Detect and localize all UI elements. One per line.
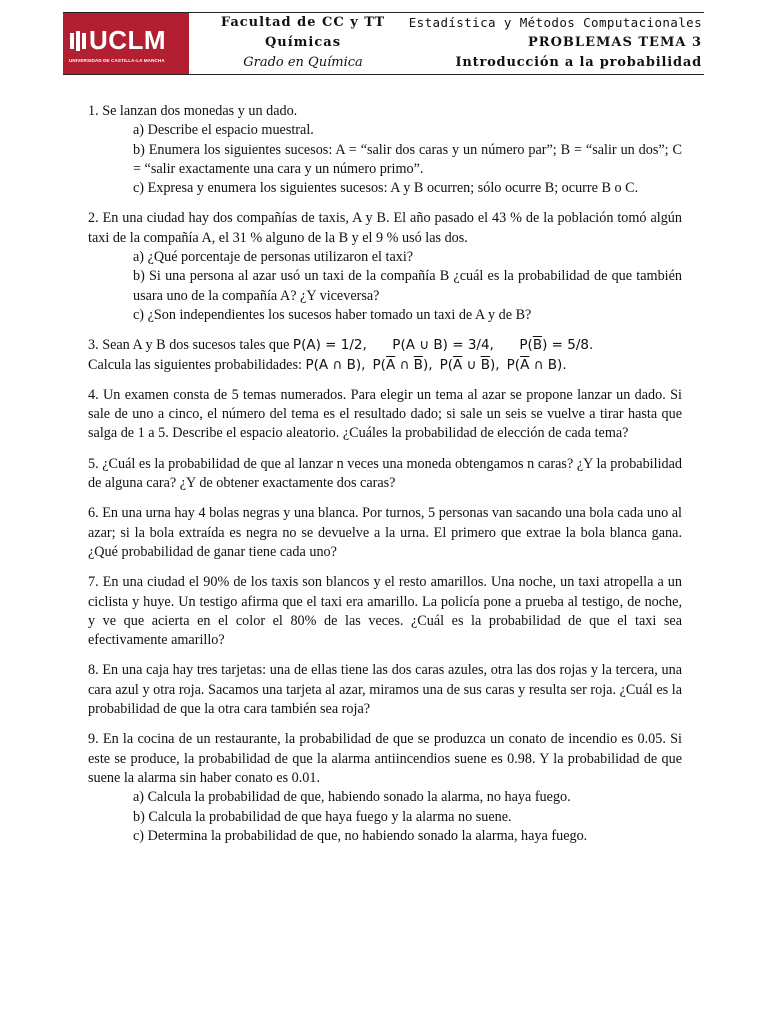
problem-2-part-b: b) Si una persona al azar usó un taxi de la compañía B ¿cuál es la probabilidad de que también usara uno de la compañía A? ¿Y viceversa?: [133, 268, 682, 304]
problem-2: [88, 209, 682, 325]
problem-7: [88, 573, 682, 650]
ask-prob-not-a-and-not-b: $P(\overline{A}$ ∩ $\overline{B}$),: [372, 356, 433, 373]
given-prob-union: P(A ∪ B) = 3/4,: [392, 337, 494, 354]
degree-name: Grado en Química: [243, 55, 363, 70]
problem-7-text: 7. En una ciudad el 90% de los taxis son blancos y el resto amarillos. Una noche, un taxi atropella a un ciclista y huye. Un testigo afirma que el taxi era amarillo. La policía pone a prueba al testigo, de noche, y ve que acierta en el color el 80% de las veces. ¿Cuál es la probabilidad de que el taxi sea efectivamente amarillo?: [88, 574, 682, 649]
problem-9-part-a: a) Calcula la probabilidad de que, habiendo sonado la alarma, no haya fuego.: [133, 789, 571, 806]
problem-5: [88, 455, 682, 494]
problem-3-ask: [88, 356, 682, 375]
page-header: [63, 12, 704, 75]
faculty-block: [203, 13, 403, 73]
problem-1-part-a: a) Describe el espacio muestral.: [133, 122, 314, 139]
problem-3-ask-label: Calcula las siguientes probabilidades:: [88, 356, 302, 373]
problem-3-given: [88, 336, 682, 355]
ask-prob-intersection: P(A ∩ B),: [305, 356, 366, 373]
course-name: Estadística y Métodos Computacionales: [408, 15, 702, 30]
uclm-logo: [63, 13, 189, 74]
ask-prob-not-a-or-not-b: $P(\overline{A}$ ∪ $\overline{B}$),: [439, 356, 500, 373]
problem-list: [88, 102, 682, 857]
problem-9: [88, 730, 682, 846]
faculty-name: Facultad de CC y TT: [220, 15, 386, 30]
problem-3-intro: 3. Sean A y B dos sucesos tales que: [88, 337, 290, 354]
problem-4-text: 4. Un examen consta de 5 temas numerados. Para elegir un tema al azar se propone lanzar un dado. Si sale de uno a cinco, el número del tema es el resultado dado; si sale un seis se vuelve a tirar hasta que salga de 1 a 5. Describe el espacio aleatorio. ¿Cuáles la probabilidad de elección de cada tema?: [88, 386, 682, 442]
problem-9-part-c: c) Determina la probabilidad de que, no habiendo sonado la alarma, haya fuego.: [133, 827, 588, 844]
logo-subtitle: UNIVERSIDAD DE CASTILLA-LA MANCHA: [69, 58, 165, 63]
problem-9-stem: 9. En la cocina de un restaurante, la probabilidad de que se produzca un conato de incendio es 0.05. Si este se produce, la probabilidad de que la alarma antiincendios suene es 0.98. Y la probabilidad de que suene la alarma sin haber conato es 0.01.: [88, 731, 682, 786]
problem-6: [88, 504, 682, 562]
problem-1: [88, 102, 682, 198]
problem-1-part-b: b) Enumera los siguientes sucesos: A = “salir dos caras y un número par”; B = “salir un dos”; C = “salir exactamente una cara y un número primo”.: [133, 141, 682, 177]
problem-9-part-b: b) Calcula la probabilidad de que haya fuego y la alarma no suene.: [133, 808, 512, 825]
problem-8-text: 8. En una caja hay tres tarjetas: una de ellas tiene las dos caras azules, otra las dos rojas y la tercera, una cara azul y otra roja. Sacamos una tarjeta al azar, miramos una de sus caras y resulta ser roja. ¿Cuál es la probabilidad de que la otra cara también sea roja?: [88, 662, 682, 718]
problem-1-part-c: c) Expresa y enumera los siguientes sucesos: A y B ocurren; sólo ocurre B; ocurre B o C.: [133, 180, 639, 197]
problem-2-part-a: a) ¿Qué porcentaje de personas utilizaron el taxi?: [133, 249, 414, 266]
course-block: [402, 13, 702, 73]
problem-2-stem: 2. En una ciudad hay dos compañías de taxis, A y B. El año pasado el 43 % de la población tomó algún taxi de la compañía A, el 31 % alguno de la B y el 9 % usó las dos.: [88, 210, 682, 246]
problem-2-part-c: c) ¿Son independientes los sucesos haber tomado un taxi de A y de B?: [133, 306, 532, 323]
problem-6-text: 6. En una urna hay 4 bolas negras y una blanca. Por turnos, 5 personas van sacando una bola cada uno al azar; si la bola extraída es negra no se devuelve a la urna. El primero que extrae la bola blanca gana. ¿Qué probabilidad de ganar tiene cada uno?: [88, 505, 682, 560]
problem-3: [88, 336, 682, 375]
sheet-title: PROBLEMAS TEMA 3: [528, 35, 702, 50]
given-prob-not-b: $P(\overline{B}) = 5/8$.: [519, 337, 594, 354]
problem-5-text: 5. ¿Cuál es la probabilidad de que al lanzar n veces una moneda obtengamos n caras? ¿Y la probabilidad de alguna cara? ¿Y de obtener exactamente dos caras?: [88, 455, 682, 492]
problem-8: [88, 661, 682, 719]
topic-title: Introducción a la probabilidad: [455, 55, 702, 70]
problem-1-stem: 1. Se lanzan dos monedas y un dado.: [88, 103, 298, 119]
problem-4: [88, 386, 682, 444]
uclm-emblem-icon: [69, 31, 87, 51]
logo-text: UCLM: [89, 25, 167, 55]
ask-prob-not-a-and-b: $P(\overline{A}$ ∩ B).: [506, 356, 567, 373]
faculty-name-line2: Químicas: [264, 35, 342, 50]
given-prob-a: P(A) = 1/2,: [292, 337, 367, 354]
